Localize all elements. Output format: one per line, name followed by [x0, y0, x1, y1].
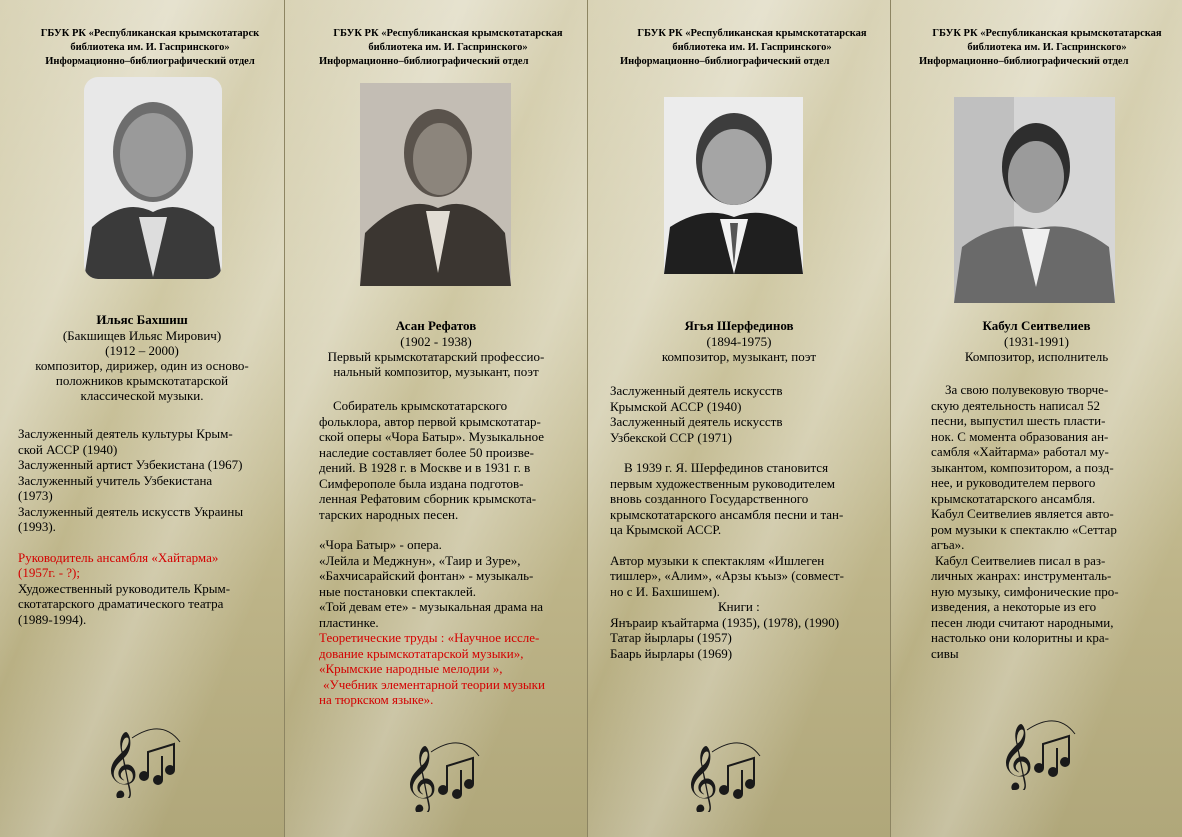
bio-line: зыкантом, композитором, а позд- — [931, 459, 1114, 475]
role-line: композитор, музыкант, поэт — [661, 349, 817, 364]
treble-clef-notes-icon — [102, 718, 182, 798]
honor-line: Заслуженный деятель искусств — [610, 414, 783, 429]
bio-line: Симферополе была издана подготов- — [319, 475, 524, 491]
theatre-line: (1989-1994). — [18, 611, 87, 627]
role-line: классической музыки. — [80, 388, 204, 403]
person-bio-head — [891, 334, 1182, 364]
panel-bakhshish — [0, 0, 285, 837]
bio-line: ца Крымской АССР. — [610, 522, 722, 537]
years: (1894-1975) — [706, 334, 772, 349]
bio-line: агъа». — [931, 537, 965, 552]
bio-line: тарских народных песен. — [319, 506, 459, 522]
header-line3: Информационно–библиографический отдел — [620, 56, 830, 67]
header — [913, 27, 1181, 69]
person-name: Ягья Шерфединов — [684, 318, 794, 333]
ensemble-line: Руководитель ансамбля «Хайтарма» — [18, 549, 219, 565]
bio-line: ленная Рефатовим сборник крымскота- — [319, 491, 537, 506]
bio-line: вновь созданного Государственного — [610, 491, 809, 506]
bio-line: ской оперы «Чора Батыр». Музыкальное — [319, 429, 545, 444]
header-line3: Информационно–библиографический отдел — [45, 56, 255, 67]
theatre-line: Художественный руководитель Крым- — [18, 580, 231, 596]
book-line: Янъраир къайтарма (1935), (1978), (1990) — [610, 614, 840, 630]
theory-line: Теоретические труды : «Научное иссле- — [319, 630, 540, 645]
works-line: «Бахчисарайский фонтан» - музыкаль- — [319, 568, 534, 583]
bio-line: крымскотатарского ансамбля. — [931, 490, 1096, 506]
bio-line: Собиратель крымскотатарского — [333, 398, 508, 413]
svg-text:𝄞: 𝄞 — [403, 744, 438, 812]
treble-clef-notes-icon — [401, 732, 481, 812]
ensemble-line: (1957г. - ?); — [18, 565, 80, 580]
honor-line: (1973) — [18, 488, 53, 503]
person-bio-head — [285, 334, 587, 379]
bio-paragraph — [931, 382, 1137, 661]
honor-line: Крымской АССР (1940) — [610, 398, 742, 414]
bio-line: фольклора, автор первой крымскотатар- — [319, 413, 541, 429]
books-title: Книги : — [718, 599, 760, 614]
panel-sherfedinov — [588, 0, 891, 837]
honors-list — [18, 426, 263, 627]
bio-line: нок. С момента образования ан- — [931, 428, 1109, 444]
bio-line: песен люди считают народными, — [931, 614, 1114, 630]
portrait-photo — [84, 77, 222, 279]
header-line3: Информационно–библиографический отдел — [919, 56, 1129, 67]
bio-line: личных жанрах: инструменталь- — [931, 568, 1112, 583]
honor-line: Заслуженный деятель искусств Украины — [18, 503, 244, 519]
works-line: «Лейла и Меджнун», «Таир и Зуре», — [319, 552, 521, 568]
person-name: Ильяс Бахшиш — [96, 312, 188, 327]
role-line: Первый крымскотатарский профессио- — [327, 349, 545, 364]
works-line: «Той девам ете» - музыкальная драма на — [319, 599, 544, 614]
bio-line: крымскотатарского ансамбля песни и тан- — [610, 506, 844, 522]
role-line: положников крымскотатарской — [55, 373, 229, 388]
works-line: пластинке. — [319, 614, 379, 630]
portrait-photo — [954, 97, 1115, 303]
theory-line: на тюркском языке». — [319, 692, 434, 707]
bio-line: За свою полувековую творче- — [945, 382, 1109, 397]
header-line2: библиотека им. И. Гаспринского» — [70, 42, 230, 53]
theory-line: «Учебник элементарной теории музыки — [323, 676, 545, 692]
works-line: ные постановки спектаклей. — [319, 583, 477, 599]
bio-line: самбля «Хайтарма» работал му- — [931, 444, 1109, 459]
theory-line: дование крымскотатарской музыки», — [319, 645, 524, 661]
bio-line: наследие составляет более 50 произве- — [319, 444, 534, 460]
bio-line: дений. В 1928 г. в Москве и в 1931 г. в — [319, 460, 531, 475]
svg-text:𝄞: 𝄞 — [684, 744, 719, 812]
role-line: Композитор, исполнитель — [964, 349, 1109, 364]
header-line1: ГБУК РК «Республиканская крымскотатарская — [333, 28, 563, 39]
svg-text:𝄞: 𝄞 — [999, 722, 1034, 790]
music-line: Автор музыки к спектаклям «Ишлеген — [610, 552, 825, 568]
person-bio-head — [588, 334, 890, 364]
svg-text:𝄞: 𝄞 — [104, 730, 139, 798]
bio-line: первым художественным руководителем — [610, 475, 836, 491]
bio-line: скую деятельность написал 52 — [931, 397, 1101, 413]
panel-refatov — [285, 0, 588, 837]
music-line: тишлер», «Алим», «Арзы къыз» (совмест- — [610, 568, 844, 583]
role-line: нальный композитор, музыкант, поэт — [333, 364, 539, 379]
bio-line: Кабул Сеитвелиев является авто- — [931, 506, 1114, 521]
honor-line: Заслуженный учитель Узбекистана — [18, 472, 213, 488]
header-line1: ГБУК РК «Республиканская крымскотатарская — [932, 28, 1162, 39]
years: (1902 - 1938) — [400, 334, 472, 349]
years: (1931-1991) — [1004, 334, 1069, 349]
book-line: Татар йырлары (1957) — [610, 630, 732, 645]
bio-paragraph — [319, 398, 559, 708]
book-line: Баарь йырлары (1969) — [610, 645, 733, 661]
honor-line: Заслуженный деятель культуры Крым- — [18, 426, 233, 441]
full-name: (Бакшищев Ильяс Мирович) — [62, 328, 222, 343]
years: (1912 – 2000) — [105, 343, 179, 358]
header — [313, 27, 583, 69]
portrait-photo — [360, 83, 511, 286]
portrait-photo — [664, 97, 803, 274]
bio-paragraph — [610, 383, 872, 661]
bio-line: песни, выпустил шесть пласти- — [931, 413, 1106, 428]
bio-line: нее, и руководителем первого — [931, 475, 1096, 490]
bio-line: настолько они колоритны и кра- — [931, 630, 1109, 645]
bio-line: Кабул Сеитвелиев писал в раз- — [935, 552, 1106, 568]
honor-line: ской АССР (1940) — [18, 441, 118, 457]
panel-seitveliev — [891, 0, 1182, 837]
treble-clef-notes-icon — [682, 732, 762, 812]
bio-line: ром музыки к спектаклю «Сеттар — [931, 521, 1117, 537]
bio-line: ную музыку, симфонические про- — [931, 583, 1119, 599]
header-line2: библиотека им. И. Гаспринского» — [368, 42, 528, 53]
header-line2: библиотека им. И. Гаспринского» — [967, 42, 1127, 53]
person-bio-head — [0, 328, 284, 403]
header-line1: ГБУК РК «Республиканская крымскотатарск — [40, 28, 260, 39]
person-name: Асан Рефатов — [395, 318, 477, 333]
theatre-line: скотатарского драматического театра — [18, 596, 224, 611]
honor-line: Заслуженный артист Узбекистана (1967) — [18, 457, 243, 472]
bio-line: В 1939 г. Я. Шерфединов становится — [624, 460, 829, 475]
role-line: композитор, дирижер, один из осново- — [35, 358, 249, 373]
header-line3: Информационно–библиографический отдел — [319, 56, 529, 67]
treble-clef-notes-icon — [997, 710, 1077, 790]
theory-line: «Крымские народные мелодии », — [319, 661, 503, 676]
header — [20, 27, 280, 69]
honor-line: (1993). — [18, 519, 56, 534]
bio-line: изведения, а некоторые из его — [931, 599, 1097, 614]
honor-line: Узбекской ССР (1971) — [610, 429, 733, 445]
bio-line: сивы — [931, 645, 959, 661]
person-name: Кабул Сеитвелиев — [982, 318, 1091, 333]
header — [618, 27, 886, 69]
works-line: «Чора Батыр» - опера. — [319, 537, 442, 552]
music-line: но с И. Бахшишем). — [610, 583, 720, 599]
header-line1: ГБУК РК «Республиканская крымскотатарская — [637, 28, 867, 39]
honor-line: Заслуженный деятель искусств — [610, 383, 783, 398]
header-line2: библиотека им. И. Гаспринского» — [672, 42, 832, 53]
